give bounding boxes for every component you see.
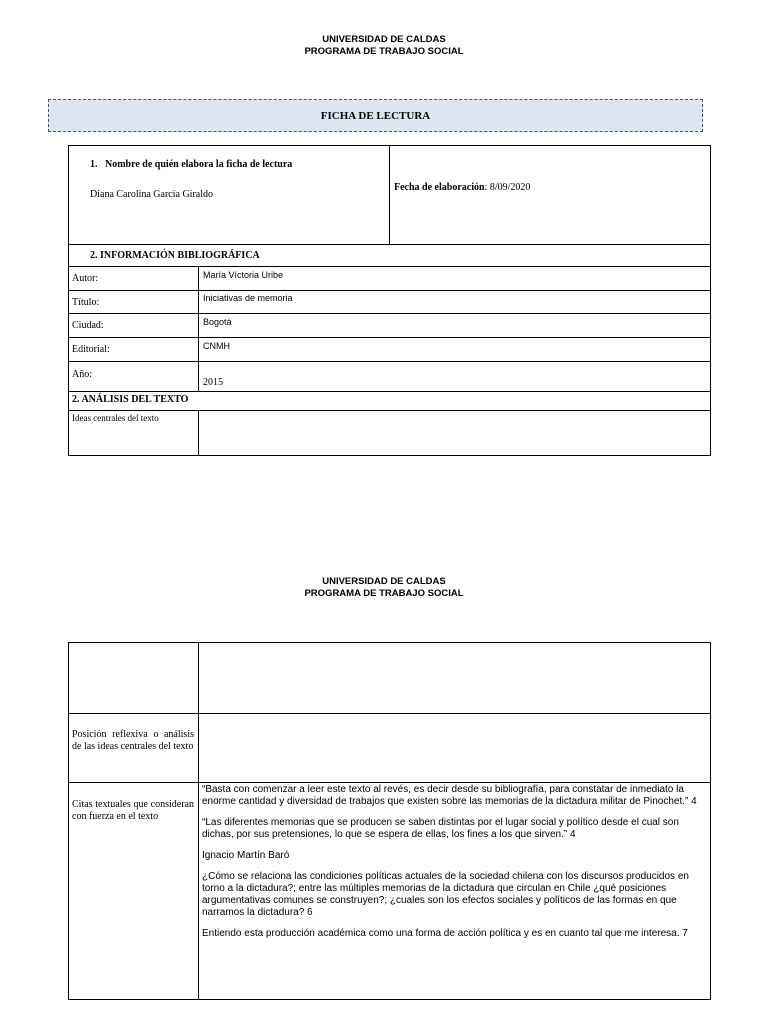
divider [68, 391, 711, 392]
biblio-label-titulo: Título: [72, 297, 100, 308]
document-title: FICHA DE LECTURA [48, 99, 703, 132]
biblio-label-ano: Año: [72, 369, 92, 380]
biblio-value-ano: 2015 [203, 377, 223, 388]
program-header-2: PROGRAMA DE TRABAJO SOCIAL [304, 588, 464, 599]
university-header-2: UNIVERSIDAD DE CALDAS [322, 576, 446, 587]
biblio-label-ciudad: Ciudad: [72, 320, 104, 331]
date-value: : 8/09/2020 [484, 182, 531, 193]
biblio-value-ciudad: Bogotá [203, 317, 232, 327]
cita-paragraph: ¿Cómo se relaciona las condiciones políticas actuales de la sociedad chilena con los discursos producidos en torno a la dictadura?; entre las múltiples memorias de la dictadura que circulan en Chile ¿qué posiciones argumentativas comunes se construyen?; ¿cuales son los efectos sociales y políticos de las formas en que narramos la dictadura? 6 [202, 871, 689, 918]
divider [198, 410, 199, 456]
divider [68, 290, 711, 291]
cita-paragraph: Entiendo esta producción académica como una forma de acción política y es en cuanto tal que me interesa. 7 [202, 928, 688, 939]
biblio-value-autor: María Víctoria Uribe [203, 270, 284, 280]
biblio-value-titulo: Iniciativas de memoria [203, 293, 293, 303]
date-label: Fecha de elaboración [394, 182, 485, 193]
section1-heading [90, 159, 292, 171]
section1-title: Nombre de quién elabora la ficha de lectura [105, 159, 293, 170]
divider [68, 337, 711, 338]
cita-paragraph: “Basta con comenzar a leer este texto al revés, es decir desde su bibliografía, para constatar de inmediato la enorme cantidad y diversidad de trabajos que existen sobre las memorias de la dictadura militar de Pinochet.” 4 [202, 784, 697, 807]
university-header: UNIVERSIDAD DE CALDAS [322, 34, 446, 45]
biblio-value-editorial: CNMH [203, 341, 230, 351]
author-name: Diana Carolina García Giraldo [90, 189, 214, 200]
biblio-label-autor: Autor: [72, 273, 99, 284]
divider [68, 361, 711, 362]
divider [68, 266, 711, 267]
date-field [394, 182, 530, 194]
cita-paragraph: Ignacio Martín Baró [202, 850, 290, 861]
divider [389, 145, 390, 244]
divider [68, 782, 711, 783]
divider [68, 313, 711, 314]
section2-heading: 2. INFORMACIÓN BIBLIOGRÁFICA [90, 250, 260, 261]
program-header: PROGRAMA DE TRABAJO SOCIAL [304, 46, 464, 57]
bibliographic-table [68, 244, 711, 456]
divider [198, 266, 199, 391]
ideas-centrales-label: Ideas centrales del texto [72, 413, 159, 423]
cita-paragraph: “Las diferentes memorias que se producen se saben distintas por el lugar social y político desde el cual son dichas, por sus pretensiones, lo que se espera de ellas, los fines a los que sirven.” 4 [202, 817, 679, 840]
divider [198, 642, 199, 999]
divider [68, 713, 711, 714]
divider [68, 410, 711, 411]
citas-textuales-content [202, 784, 707, 949]
section3-heading: 2. ANÁLISIS DEL TEXTO [72, 394, 189, 405]
section1-number: 1. [90, 159, 98, 170]
biblio-label-editorial: Editorial: [72, 344, 110, 355]
citas-textuales-label: Citas textuales que consideran con fuerza en el texto [72, 799, 194, 822]
posicion-reflexiva-label: Posición reflexiva o análisis de las ideas centrales del texto [72, 729, 194, 752]
